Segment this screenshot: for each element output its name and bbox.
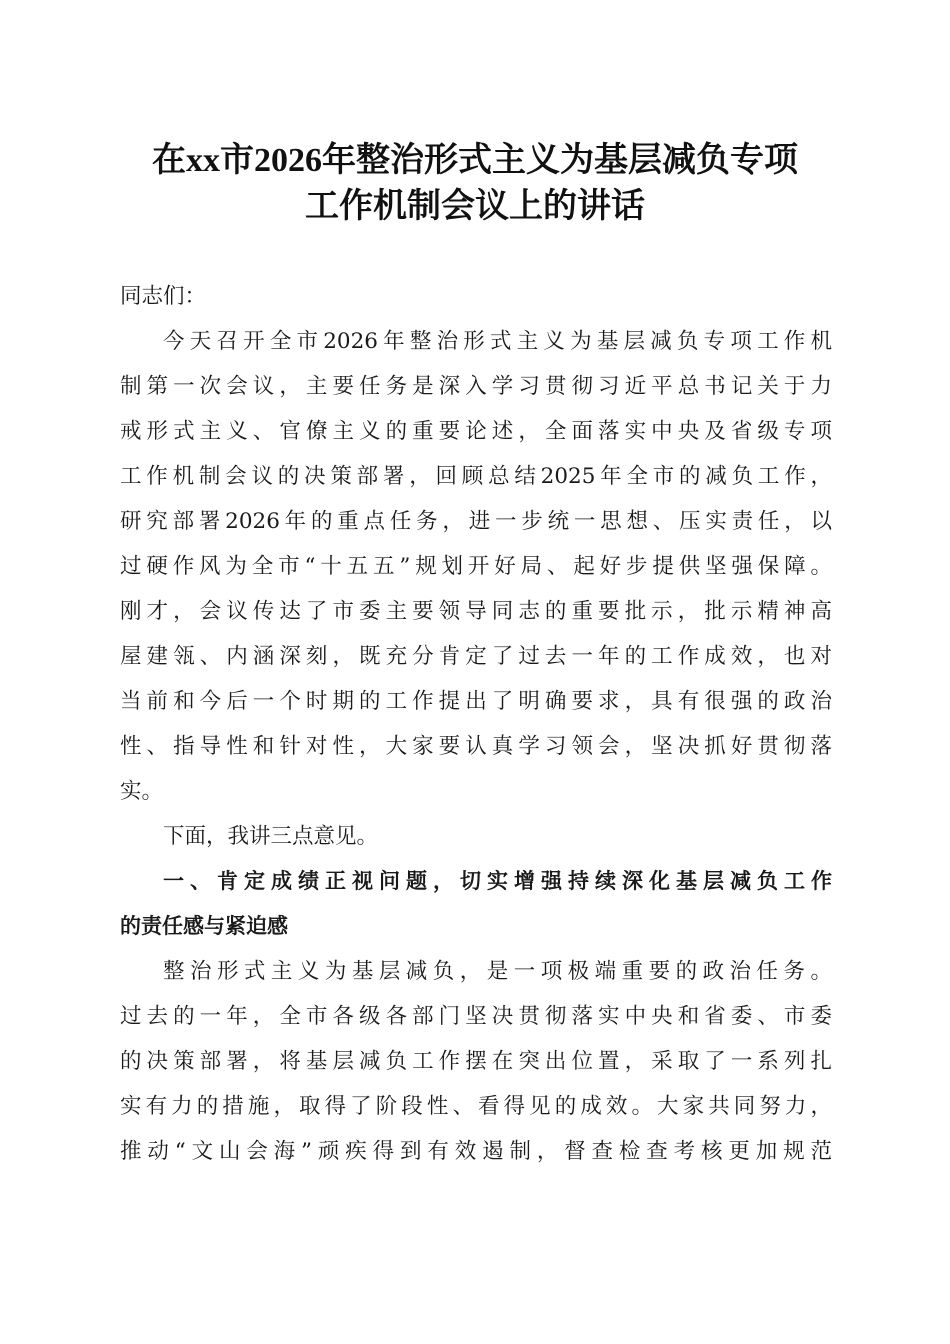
paragraph-section-1-line: 过去的一年，全市各级各部门坚决贯彻落实中央和省委、市委 xyxy=(120,1004,832,1029)
paragraph-opening-line: 屋建瓴、内涵深刻，既充分肯定了过去一年的工作成效，也对 xyxy=(120,644,832,669)
paragraph-opening-line: 工作机制会议的决策部署，回顾总结2025年全市的减负工作， xyxy=(120,464,832,489)
document-title-line-2: 工作机制会议上的讲话 xyxy=(305,188,645,225)
paragraph-opening-line: 性、指导性和针对性，大家要认真学习领会，坚决抓好贯彻落 xyxy=(120,734,832,759)
salutation-text: 同志们： xyxy=(120,284,207,309)
section-heading-1-line: 一、肯定成绩正视问题，切实增强持续深化基层减负工作 xyxy=(163,869,832,893)
paragraph-transition xyxy=(120,814,832,859)
paragraph-opening-line: 戒形式主义、官僚主义的重要论述，全面落实中央及省级专项 xyxy=(120,419,832,444)
document-title-line-1: 在xx市2026年整治形式主义为基层减负专项 xyxy=(152,142,798,179)
paragraph-opening-line: 实。 xyxy=(120,779,164,804)
paragraph-section-1 xyxy=(120,949,832,1174)
paragraph-opening-line: 当前和今后一个时期的工作提出了明确要求，具有很强的政治 xyxy=(120,689,832,714)
paragraph-opening-line: 研究部署2026年的重点任务，进一步统一思想、压实责任，以 xyxy=(120,509,832,534)
paragraph-section-1-line: 实有力的措施，取得了阶段性、看得见的成效。大家共同努力， xyxy=(120,1094,832,1119)
paragraph-opening-line: 今天召开全市2026年整治形式主义为基层减负专项工作机 xyxy=(163,329,832,354)
salutation xyxy=(120,274,832,319)
section-heading-1-line: 的责任感与紧迫感 xyxy=(120,914,288,938)
paragraph-opening-line: 刚才，会议传达了市委主要领导同志的重要批示，批示精神高 xyxy=(120,599,832,624)
paragraph-transition-text: 下面，我讲三点意见。 xyxy=(163,824,379,849)
section-heading-1 xyxy=(120,859,832,949)
paragraph-opening-line: 制第一次会议，主要任务是深入学习贯彻习近平总书记关于力 xyxy=(120,374,832,399)
paragraph-section-1-line: 推动“文山会海”顽疾得到有效遏制，督查检查考核更加规范 xyxy=(120,1139,832,1164)
paragraph-opening xyxy=(120,319,832,814)
paragraph-opening-line: 过硬作风为全市“十五五”规划开好局、起好步提供坚强保障。 xyxy=(120,554,832,579)
paragraph-section-1-line: 整治形式主义为基层减负，是一项极端重要的政治任务。 xyxy=(163,959,832,984)
paragraph-section-1-line: 的决策部署，将基层减负工作摆在突出位置，采取了一系列扎 xyxy=(120,1049,832,1074)
